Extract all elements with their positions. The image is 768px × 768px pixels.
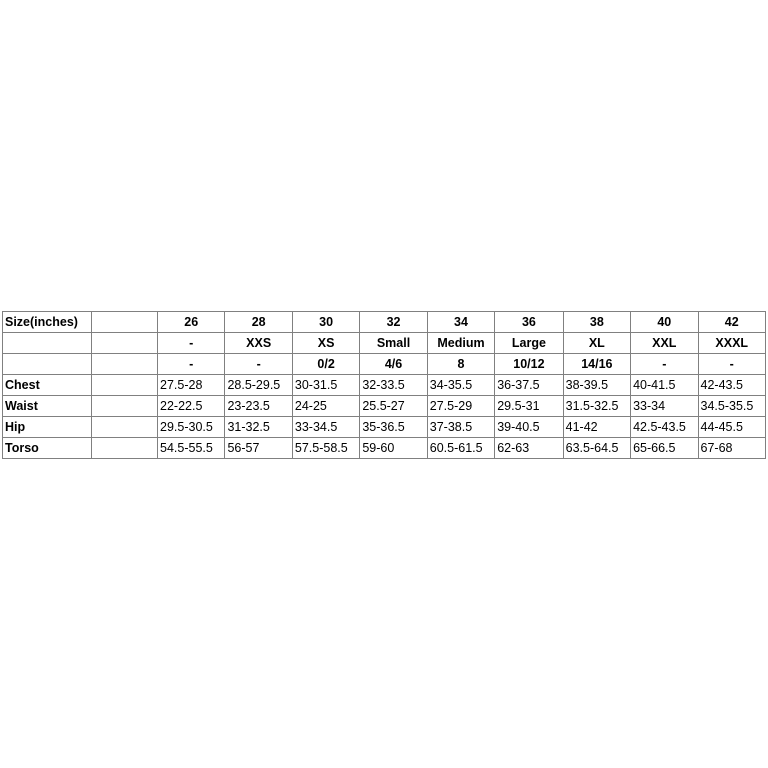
measurement-row-hip <box>3 417 766 438</box>
value-cell: 62-63 <box>495 438 563 459</box>
header-row-letter <box>3 333 766 354</box>
value-cell: 39-40.5 <box>495 417 563 438</box>
value-cell: 44-45.5 <box>698 417 766 438</box>
value-cell: 38-39.5 <box>563 375 630 396</box>
empty-cell <box>91 375 157 396</box>
value-cell: 57.5-58.5 <box>292 438 359 459</box>
value-cell: 42-43.5 <box>698 375 766 396</box>
header-cell: - <box>698 354 766 375</box>
value-cell: 34-35.5 <box>427 375 494 396</box>
header-cell: 38 <box>563 312 630 333</box>
header-cell: 36 <box>495 312 563 333</box>
header-cell: - <box>158 354 225 375</box>
header-cell: XXL <box>631 333 698 354</box>
header-cell: - <box>225 354 292 375</box>
header-cell: - <box>631 354 698 375</box>
value-cell: 27.5-29 <box>427 396 494 417</box>
header-cell: - <box>158 333 225 354</box>
header-cell: 14/16 <box>563 354 630 375</box>
value-cell: 29.5-30.5 <box>158 417 225 438</box>
empty-cell <box>3 354 92 375</box>
empty-cell <box>91 438 157 459</box>
header-cell: XXS <box>225 333 292 354</box>
value-cell: 31.5-32.5 <box>563 396 630 417</box>
empty-cell <box>91 396 157 417</box>
header-cell: 10/12 <box>495 354 563 375</box>
row-label: Torso <box>3 438 92 459</box>
value-cell: 33-34 <box>631 396 698 417</box>
header-row-dress <box>3 354 766 375</box>
header-cell: 0/2 <box>292 354 359 375</box>
header-cell: 8 <box>427 354 494 375</box>
value-cell: 22-22.5 <box>158 396 225 417</box>
empty-cell <box>91 333 157 354</box>
empty-cell <box>91 312 157 333</box>
value-cell: 36-37.5 <box>495 375 563 396</box>
header-label-cell: Size(inches) <box>3 312 92 333</box>
header-cell: 32 <box>360 312 427 333</box>
header-cell: 26 <box>158 312 225 333</box>
header-cell: 28 <box>225 312 292 333</box>
value-cell: 65-66.5 <box>631 438 698 459</box>
measurement-row-torso <box>3 438 766 459</box>
value-cell: 67-68 <box>698 438 766 459</box>
header-cell: XXXL <box>698 333 766 354</box>
value-cell: 23-23.5 <box>225 396 292 417</box>
value-cell: 60.5-61.5 <box>427 438 494 459</box>
measurement-row-waist <box>3 396 766 417</box>
header-row-numeric <box>3 312 766 333</box>
value-cell: 41-42 <box>563 417 630 438</box>
value-cell: 25.5-27 <box>360 396 427 417</box>
value-cell: 33-34.5 <box>292 417 359 438</box>
header-cell: 4/6 <box>360 354 427 375</box>
header-cell: Small <box>360 333 427 354</box>
value-cell: 28.5-29.5 <box>225 375 292 396</box>
value-cell: 34.5-35.5 <box>698 396 766 417</box>
header-cell: Large <box>495 333 563 354</box>
empty-cell <box>91 354 157 375</box>
header-cell: 34 <box>427 312 494 333</box>
value-cell: 35-36.5 <box>360 417 427 438</box>
row-label: Chest <box>3 375 92 396</box>
value-cell: 32-33.5 <box>360 375 427 396</box>
empty-cell <box>91 417 157 438</box>
size-chart-table <box>2 311 766 459</box>
value-cell: 54.5-55.5 <box>158 438 225 459</box>
value-cell: 42.5-43.5 <box>631 417 698 438</box>
value-cell: 37-38.5 <box>427 417 494 438</box>
value-cell: 40-41.5 <box>631 375 698 396</box>
value-cell: 27.5-28 <box>158 375 225 396</box>
value-cell: 29.5-31 <box>495 396 563 417</box>
header-cell: XL <box>563 333 630 354</box>
row-label: Hip <box>3 417 92 438</box>
value-cell: 63.5-64.5 <box>563 438 630 459</box>
header-cell: 40 <box>631 312 698 333</box>
value-cell: 59-60 <box>360 438 427 459</box>
header-cell: 42 <box>698 312 766 333</box>
empty-cell <box>3 333 92 354</box>
measurement-row-chest <box>3 375 766 396</box>
row-label: Waist <box>3 396 92 417</box>
header-cell: XS <box>292 333 359 354</box>
size-chart-body <box>3 312 766 459</box>
value-cell: 30-31.5 <box>292 375 359 396</box>
header-cell: 30 <box>292 312 359 333</box>
value-cell: 31-32.5 <box>225 417 292 438</box>
value-cell: 24-25 <box>292 396 359 417</box>
value-cell: 56-57 <box>225 438 292 459</box>
header-cell: Medium <box>427 333 494 354</box>
